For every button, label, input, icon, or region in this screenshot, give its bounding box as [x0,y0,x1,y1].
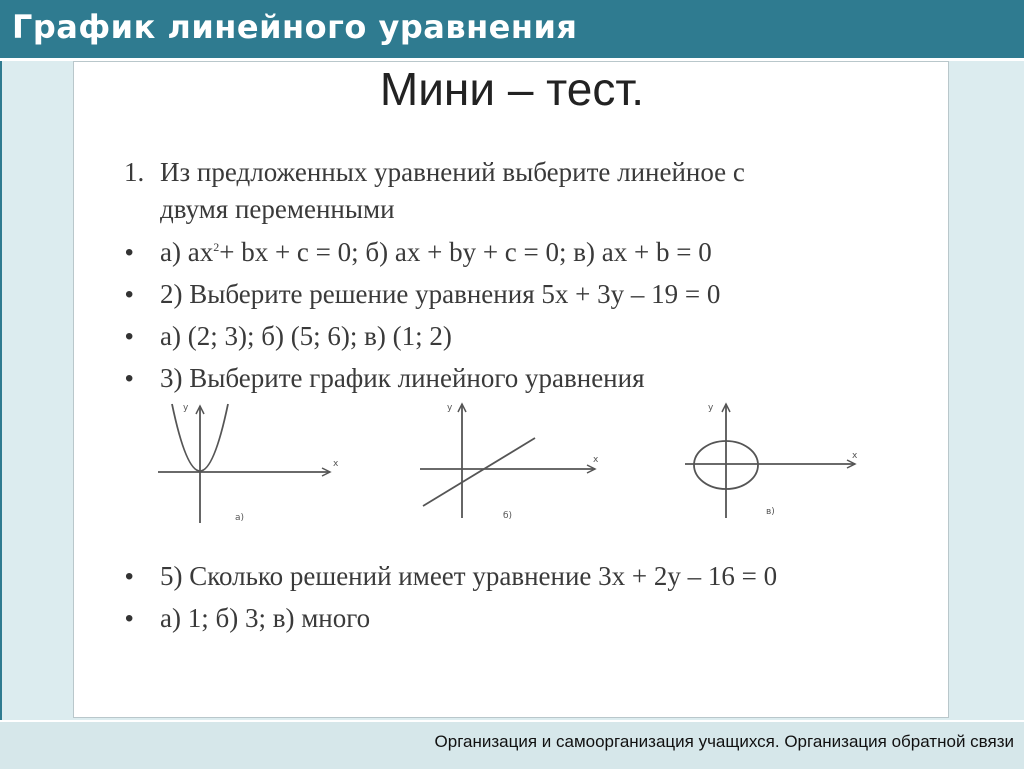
footer-text: Организация и самоорганизация учащихся. Организация обратной связи [434,732,1014,751]
bullet: • [125,365,134,392]
question-2: 2) Выберите решение уравнения 5х + 3у – 19 = 0 [160,279,721,309]
header-bar [0,0,1024,58]
bullet: • [125,239,134,266]
question-1-number: 1. [124,157,145,187]
linear-graph-line [423,438,535,506]
question-5-answers: а) 1; б) 3; в) много [160,603,371,633]
question-1-line-1: Из предложенных уравнений выберите линейное с [160,157,745,187]
graph-a-parabola [150,398,350,528]
bullet: • [125,605,134,632]
bullet: • [125,323,134,350]
graph-c-circle [680,396,870,526]
answer-rest: + bx + c = 0; б) ax + by + c = 0; в) ax + b = 0 [219,237,712,267]
x-axis-label: x [593,455,599,465]
slide-title: Мини – тест. [379,63,645,115]
graph-b-line [415,396,615,526]
question-3: 3) Выберите график линейного уравнения [160,363,645,393]
y-axis-label: y [447,403,453,413]
graph-label: б) [503,511,513,521]
question-2-answers: а) (2; 3); б) (5; 6); в) (1; 2) [160,321,452,351]
footer-bar [0,720,1024,769]
question-1-answers [160,237,712,268]
left-accent-strip [0,61,2,721]
answer-a-exponent: 2 [213,240,220,254]
bullet: • [125,281,134,308]
answer-a-prefix: а) ax [160,237,214,267]
bullet: • [125,563,134,590]
y-axis-label: y [183,403,189,413]
question-5: 5) Сколько решений имеет уравнение 3х + 2у – 16 = 0 [160,561,778,591]
question-1-line-2: двумя переменными [160,194,395,224]
y-axis-label: y [708,403,714,413]
x-axis-label: x [852,451,858,461]
graph-label: а) [235,513,245,523]
x-axis-label: x [333,459,339,469]
page-title: График линейного уравнения [12,8,578,46]
graph-label: в) [766,507,775,517]
